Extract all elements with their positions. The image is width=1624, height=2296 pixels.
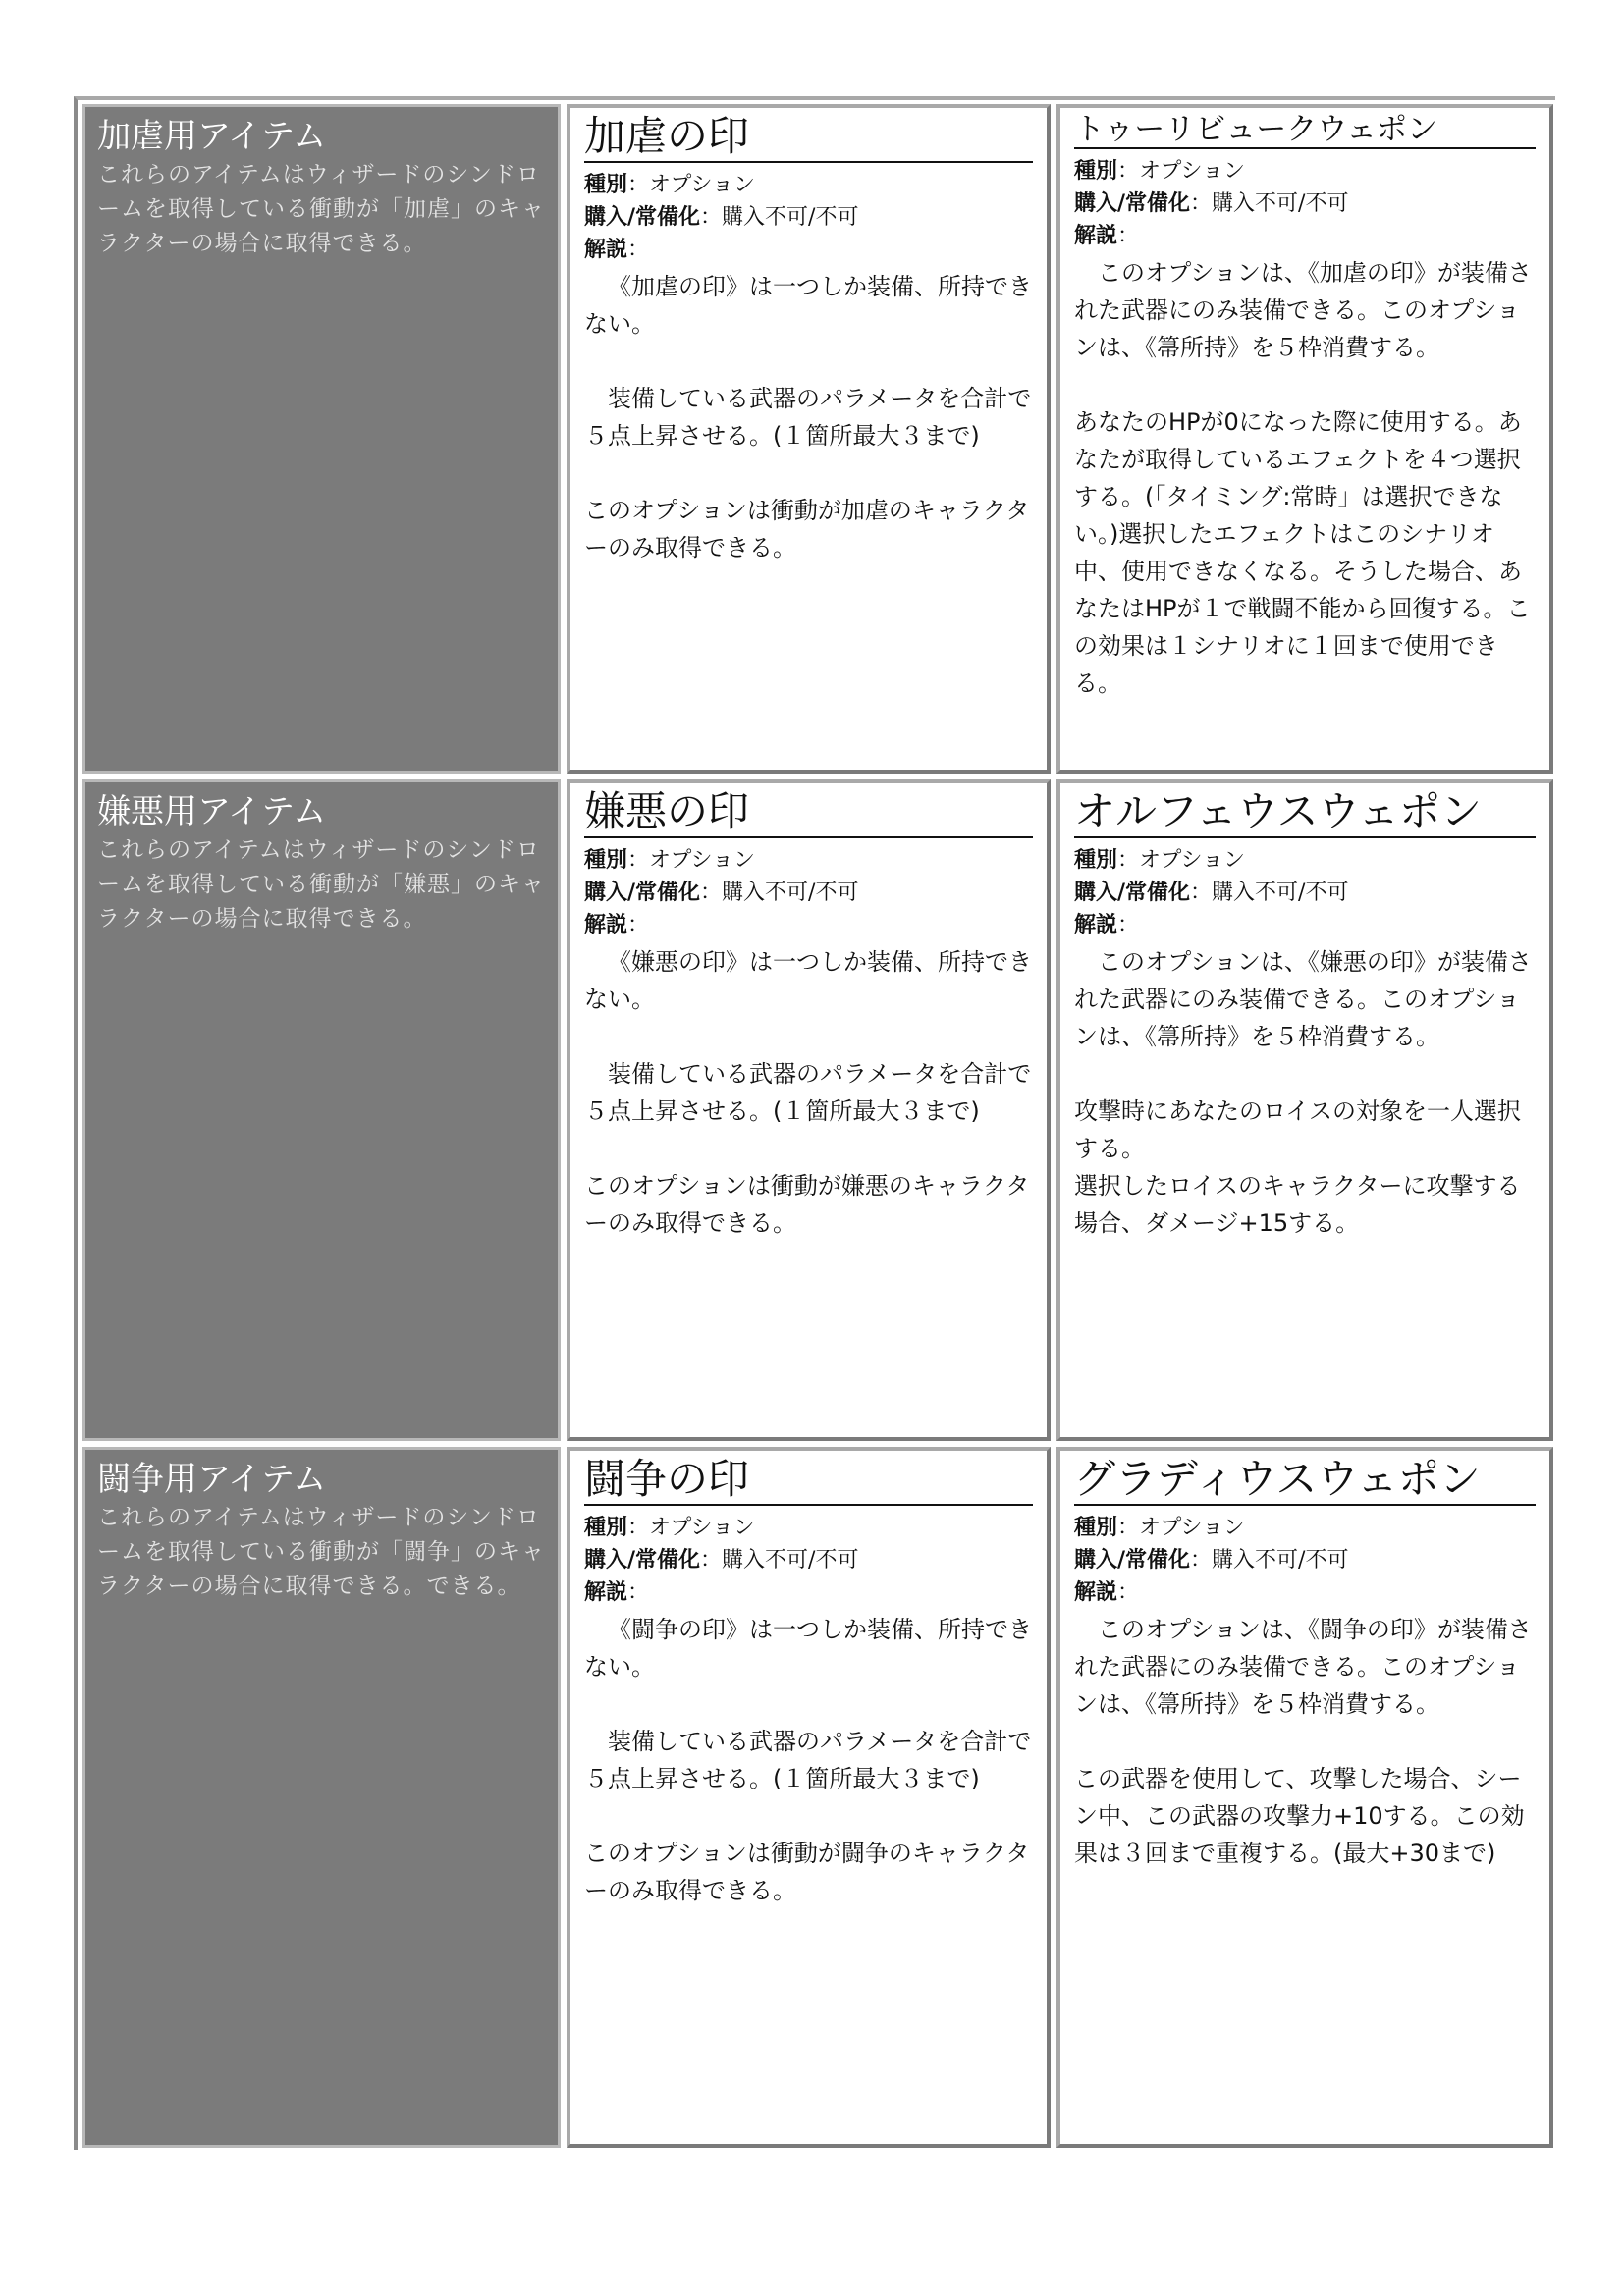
paragraph: このオプションは衝動が加虐のキャラクターのみ取得できる。 — [584, 497, 1030, 561]
paragraph: あなたのHPが0になった際に使用する。あなたが取得しているエフェクトを４つ選択する。(「タイミング:常時」は選択できない。)選択したエフェクトはこのシナリオ中、使用できなくなる。そうした場合、あなたはHPが１で戦闘不能から回復する。この効果は１シナリオに１回まで使用できる。 — [1074, 408, 1531, 697]
category-title: 加虐用アイテム — [97, 117, 327, 156]
description-body — [584, 943, 1033, 1242]
paragraph: 《闘争の印》は一つしか装備、所持できない。 — [584, 1616, 1032, 1681]
weapon-title: グラディウスウェポン — [1074, 1455, 1536, 1506]
description-label: 解説： — [1074, 1580, 1140, 1605]
purchase-line: 購入/常備化：購入不可/不可 — [584, 1548, 859, 1573]
purchase-line: 購入/常備化：購入不可/不可 — [1074, 191, 1349, 216]
category-cell — [82, 104, 561, 774]
type-line: 種別：オプション — [1074, 159, 1246, 184]
paragraph: 攻撃時にあなたのロイスの対象を一人選択する。 選択したロイスのキャラクターに攻撃する場合、ダメージ+15する。 — [1074, 1097, 1522, 1237]
description-body — [1074, 943, 1536, 1242]
mark-card — [567, 104, 1051, 774]
weapon-card — [1056, 779, 1553, 1441]
description-body — [1074, 1611, 1536, 1872]
description-label: 解説： — [584, 1580, 650, 1605]
mark-title: 嫌悪の印 — [584, 787, 1033, 838]
description-body — [1074, 254, 1536, 702]
category-cell — [82, 779, 561, 1441]
paragraph: このオプションは、《闘争の印》が装備された武器にのみ装備できる。このオプションは、《箒所持》を５枠消費する。 — [1074, 1616, 1532, 1718]
description-body — [584, 1611, 1033, 1909]
mark-card — [567, 1447, 1051, 2148]
paragraph: このオプションは、《加虐の印》が装備された武器にのみ装備できる。このオプションは、《箒所持》を５枠消費する。 — [1074, 259, 1532, 361]
weapon-card — [1056, 1447, 1553, 2148]
category-cell — [82, 1447, 561, 2148]
table-row — [77, 1447, 1553, 2148]
type-line: 種別：オプション — [1074, 1516, 1246, 1540]
type-line: 種別：オプション — [584, 173, 756, 197]
paragraph: 《嫌悪の印》は一つしか装備、所持できない。 — [584, 948, 1032, 1013]
paragraph: 《加虐の印》は一つしか装備、所持できない。 — [584, 273, 1032, 338]
paragraph: 装備している武器のパラメータを合計で５点上昇させる。(１箇所最大３まで) — [584, 1728, 1032, 1792]
mark-title: 加虐の印 — [584, 112, 1033, 163]
paragraph: このオプションは、《嫌悪の印》が装備された武器にのみ装備できる。このオプションは、《箒所持》を５枠消費する。 — [1074, 948, 1532, 1050]
mark-card — [567, 779, 1051, 1441]
mark-title: 闘争の印 — [584, 1455, 1033, 1506]
table-row — [77, 104, 1553, 774]
type-line: 種別：オプション — [584, 848, 756, 873]
table-row — [77, 779, 1553, 1441]
paragraph: 装備している武器のパラメータを合計で５点上昇させる。(１箇所最大３まで) — [584, 1060, 1032, 1125]
category-description: これらのアイテムはウィザードのシンドロームを取得している衝動が「嫌悪」のキャラクターの場合に取得できる。 — [97, 837, 545, 932]
category-title: 闘争用アイテム — [97, 1460, 327, 1499]
paragraph: この武器を使用して、攻撃した場合、シーン中、この武器の攻撃力+10する。この効果は３回まで重複する。(最大+30まで) — [1074, 1765, 1525, 1867]
category-description: これらのアイテムはウィザードのシンドロームを取得している衝動が「加虐」のキャラクターの場合に取得できる。 — [97, 162, 545, 256]
description-label: 解説： — [1074, 913, 1140, 937]
purchase-line: 購入/常備化：購入不可/不可 — [1074, 881, 1349, 905]
weapon-title: オルフェウスウェポン — [1074, 787, 1536, 838]
purchase-line: 購入/常備化：購入不可/不可 — [1074, 1548, 1349, 1573]
purchase-line: 購入/常備化：購入不可/不可 — [584, 881, 859, 905]
description-body — [584, 268, 1033, 566]
category-description: これらのアイテムはウィザードのシンドロームを取得している衝動が「闘争」のキャラクターの場合に取得できる。できる。 — [97, 1505, 545, 1599]
type-line: 種別：オプション — [584, 1516, 756, 1540]
paragraph: 装備している武器のパラメータを合計で５点上昇させる。(１箇所最大３まで) — [584, 385, 1032, 450]
paragraph: このオプションは衝動が闘争のキャラクターのみ取得できる。 — [584, 1840, 1030, 1904]
purchase-line: 購入/常備化：購入不可/不可 — [584, 205, 859, 230]
category-title: 嫌悪用アイテム — [97, 792, 327, 831]
description-label: 解説： — [584, 913, 650, 937]
description-label: 解説： — [1074, 224, 1140, 248]
description-label: 解説： — [584, 238, 650, 262]
paragraph: このオプションは衝動が嫌悪のキャラクターのみ取得できる。 — [584, 1172, 1030, 1237]
weapon-title: トゥーリビュークウェポン — [1074, 112, 1536, 149]
weapon-card — [1056, 104, 1553, 774]
type-line: 種別：オプション — [1074, 848, 1246, 873]
